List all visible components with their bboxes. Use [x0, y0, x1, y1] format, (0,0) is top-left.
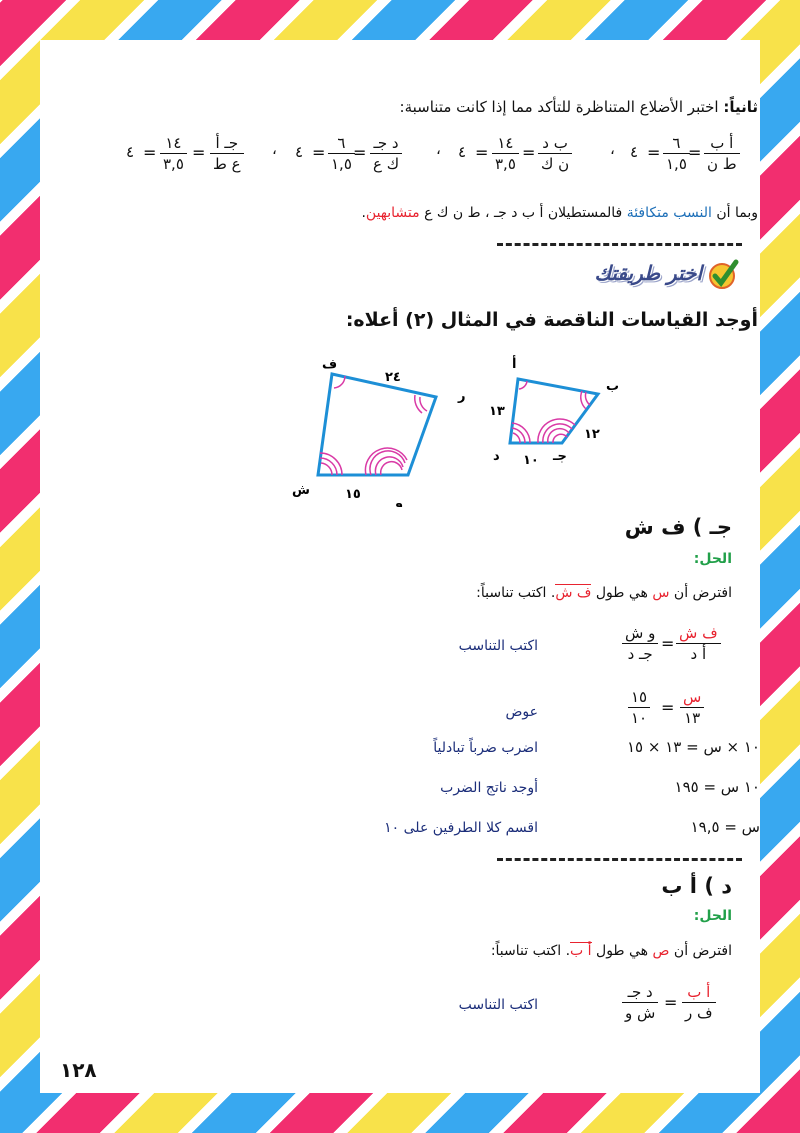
assume-text: افترض أن: [673, 585, 732, 601]
ratio-result: ٤: [458, 143, 467, 161]
step-description: اكتب التناسب: [458, 997, 538, 1013]
page: [40, 40, 760, 1093]
equals-sign: =: [522, 143, 536, 162]
check-icon: [706, 258, 740, 292]
banner-title: اختر طريقتك: [594, 261, 702, 285]
assume-text: . اكتب تناسباً:: [490, 943, 571, 959]
side-label: ١٢: [584, 427, 600, 442]
solution-label: الحل:: [693, 551, 732, 567]
equals-sign: =: [475, 143, 489, 162]
step-description: اكتب التناسب: [458, 638, 538, 654]
vertex-label: ف: [322, 357, 338, 372]
side-label: ١٥: [345, 487, 361, 502]
divider: [497, 243, 742, 246]
step-expression: س = ١٩,٥: [690, 818, 760, 836]
solution-label: الحل:: [693, 908, 732, 924]
fraction: د جـ ك ع: [370, 133, 402, 174]
conclusion-text: فالمستطيلان أ ب د جـ ، ط ن ك ع: [424, 205, 623, 221]
step-description: اضرب ضرباً تبادلياً: [433, 740, 538, 756]
equals-sign: =: [192, 143, 206, 162]
step-description: عوض: [505, 704, 538, 720]
equals-sign: =: [312, 143, 326, 162]
intro-text: اختبر الأضلاع المتناظرة للتأكد مما إذا كانت متناسبة:: [399, 98, 719, 116]
ratio-result: ٤: [295, 143, 304, 161]
variable: ص: [652, 943, 670, 959]
assumption-line: [476, 584, 732, 601]
angle-mark: [321, 463, 332, 475]
fraction: ١٥ ١٠: [628, 687, 650, 728]
fraction: س ١٣: [680, 687, 704, 728]
period: .: [361, 205, 366, 221]
conclusion-line: [361, 205, 758, 221]
fraction: ف ش أ د: [676, 623, 721, 664]
assume-text: هي طول: [595, 585, 648, 601]
conclusion-highlight: النسب متكافئة: [626, 205, 712, 221]
assume-text: هي طول: [596, 943, 649, 959]
part-c-title: جـ ) ف ش: [624, 515, 732, 539]
ratio-result: ٤: [630, 143, 639, 161]
fraction: ١٤ ٣,٥: [160, 133, 187, 174]
vertex-label: جـ: [553, 449, 567, 464]
segment: ف ش: [555, 585, 592, 601]
separator: ،: [436, 140, 441, 158]
segment: أ ب: [570, 943, 592, 959]
equals-sign: =: [353, 143, 367, 162]
angle-mark: [420, 397, 427, 411]
separator: ،: [610, 140, 615, 158]
assume-text: . اكتب تناسباً:: [476, 585, 556, 601]
intro-label: ثانياً:: [723, 98, 758, 116]
vertex-label: أ: [512, 357, 517, 372]
separator: ،: [272, 140, 277, 158]
side-label: ١٠: [523, 453, 539, 468]
banner: [570, 258, 740, 292]
equals-sign: =: [647, 143, 661, 162]
fraction: د جـ ش و: [622, 982, 658, 1023]
conclusion-text: وبما أن: [716, 205, 758, 221]
vertex-label: و: [395, 496, 404, 507]
intro-line: [400, 98, 758, 116]
side-label: ٢٤: [385, 370, 401, 385]
fraction: ١٤ ٣,٥: [492, 133, 519, 174]
vertex-label: ب: [606, 379, 620, 394]
angle-mark: [519, 381, 527, 389]
question-title: أوجد القياسات الناقصة في المثال (٢) أعلاه:: [345, 309, 758, 331]
fraction: ٦ ١,٥: [663, 133, 690, 174]
fraction: أ ب ط ن: [704, 133, 740, 174]
fraction: و ش جـ د: [622, 623, 658, 664]
step-description: أوجد ناتج الضرب: [440, 780, 538, 796]
angle-mark: [585, 392, 590, 405]
equals-sign: =: [688, 143, 702, 162]
equals-sign: =: [661, 698, 675, 717]
figure: [290, 352, 620, 507]
ratio-result: ٤: [126, 143, 135, 161]
part-d-title: د ) أ ب: [661, 874, 732, 898]
equals-sign: =: [664, 993, 678, 1012]
fraction: أ ب ف ر: [682, 982, 716, 1023]
variable: س: [652, 585, 670, 601]
vertex-label: د: [493, 449, 500, 464]
assumption-line: [491, 942, 732, 959]
side-label: ١٣: [489, 404, 505, 419]
step-description: اقسم كلا الطرفين على ١٠: [384, 820, 538, 836]
equals-sign: =: [661, 634, 675, 653]
divider: [497, 858, 742, 861]
equals-sign: =: [143, 143, 157, 162]
vertex-label: ر: [458, 389, 466, 404]
step-expression: ١٠ × س = ١٣ × ١٥: [626, 738, 760, 756]
fraction: جـ أ ع ط: [210, 133, 244, 174]
angle-mark: [512, 428, 525, 443]
fraction: ٦ ١,٥: [328, 133, 355, 174]
conclusion-result: متشابهين: [365, 205, 420, 221]
page-number: ١٢٨: [60, 1058, 97, 1082]
vertex-label: ش: [292, 483, 310, 498]
fraction: ب د ن ك: [538, 133, 572, 174]
step-expression: ١٠ س = ١٩٥: [674, 778, 760, 796]
angle-mark: [375, 457, 403, 475]
angle-mark: [381, 462, 402, 475]
assume-text: افترض أن: [673, 943, 732, 959]
